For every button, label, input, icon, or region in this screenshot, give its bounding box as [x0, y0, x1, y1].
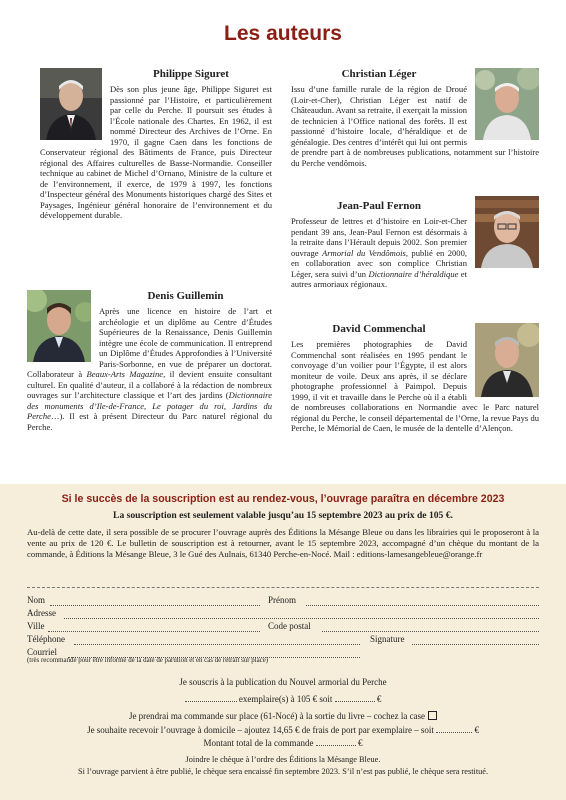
code-postal-field[interactable]	[322, 631, 539, 632]
author-denis-guillemin	[27, 290, 272, 432]
refund-line: Si l’ouvrage parvient à être publié, le chèque sera encaissé fin septembre 2023. S’il n’est pas publié, le chèque sera restitué.	[77, 767, 489, 776]
author-name: David Commenchal	[332, 323, 426, 335]
author-bio: Après une licence en histoire de l’art et archéologie et un diplôme au Centre d’Études Supérieures de la Renaissance, Denis Guillemin intègre une école de communication. Il entreprend un Diplôme d’Études Approfondies à l’Université Paris-Sorbonne, en vue de préparer un doctorat. Collaborateur à Beaux-Arts Magazine, il devient ensuite consultant culturel. En qualité d’auteur, il a collaboré à la rédaction de nombreux ouvrages sur l’architecture classique et l’art des jardins (Dictionnaire des monuments d’Ile-de-France, Le potager du roi, Jardins du Perche…). Il est à présent Directeur du Parc naturel régional du Perche.	[27, 306, 272, 432]
courriel-note: (très recommandé pour être informé de la date de parution et en cas de retrait sur place)	[27, 657, 269, 664]
total-label: Montant total de la commande	[203, 738, 314, 748]
ville-label: Ville	[27, 621, 45, 631]
portrait-photo	[27, 290, 91, 362]
nom-label: Nom	[27, 595, 45, 605]
pickup-label: Je prendrai ma commande sur place (61-Nocé) à la sortie du livre – cochez la case	[128, 711, 426, 721]
author-name: Denis Guillemin	[147, 290, 224, 302]
prenom-field[interactable]	[306, 605, 539, 606]
author-jean-paul-fernon	[291, 200, 539, 290]
copies-amount-field[interactable]	[335, 693, 375, 702]
total-line	[0, 737, 566, 748]
signature-field[interactable]	[412, 644, 539, 645]
author-bio: Professeur de lettres et d’histoire en Loir-et-Cher pendant 39 ans, Jean-Paul Fernon est désormais à la retraite dans l’Hérault depuis 2002. Son premier ouvrage Armorial du Vendômois, publié en 2000, en collaboration avec son complice Christian Léger, sera suivi d’un Dictionnaire d’héraldique et autres armoriaux régionaux.	[291, 216, 467, 289]
pickup-checkbox[interactable]	[428, 711, 437, 720]
total-amount-field[interactable]	[316, 737, 356, 746]
author-philippe-siguret	[40, 68, 272, 221]
telephone-field[interactable]	[74, 644, 360, 645]
prenom-label: Prénom	[268, 595, 296, 605]
pickup-line	[0, 711, 566, 721]
author-bio: Dès son plus jeune âge, Philippe Siguret est passionné par l’Histoire, et particulièrement par celle du Perche. Il poursuit ses études à l’École nationale des Chartes. En 1962, il est nommé Directeur des Archives de l’Orne. En 1970, il gagne Caen dans les fonctions de Conservateur régional des Bâtiments de France, puis Directeur régional des Affaires culturelles de Basse-Normandie. Conseiller technique au cabinet de Michel d’Ornano, Ministre de la culture et de l’environnement, il exerce, de 1979 à 1997, les fonctions d’Inspecteur général des Monuments historiques chargé des Sites et Paysages, Ingénieur général honoraire de l’environnement et du développement durable.	[40, 84, 272, 220]
author-bio: Issu d’une famille rurale de la région de Droué (Loir-et-Cher), Christian Léger est natif de Châteaudun. Avant sa retraite, il exerçait la mission de technicien à l’Office national des forêts. Il est passionné d’histoire locale, d’héraldique et de généalogie. Des centres d’intérêt qui lui ont permis de prendre part à de nombreuses publications, notamment sur l’histoire du Perche vendômois.	[291, 84, 539, 168]
author-bio: Les premières photographies de David Commenchal sont réalisées en 1995 pendant le convoyage d’un voilier pour l’Égypte, il est alors moniteur de voile. Deux ans après, il se déclare photographe professionnel à Paimpol. Depuis 1999, il vit et travaille dans le Perche où il a établi de nombreuses collaborations en Normandie avec le Parc naturel régional du Perche, le conseil départemental de l’Orne, la revue Pays du Perche, le Mémorial de Caen, le musée de la dentelle d’Alençon.	[291, 339, 539, 433]
signature-label: Signature	[370, 634, 405, 644]
subscription-details: Au-delà de cette date, il sera possible de se procurer l’ouvrage auprès des Éditions la Mésange Bleue ou dans les librairies qui le proposeront à la vente au prix de 120 €. Le bulletin de souscription est à retourner, avant le 15 septembre 2023, accompagné d’un chèque du montant de la commande, à Éditions la Mésange Bleue, 3 le Gué des Aulnais, 61340 Perche-en-Nocé. Mail : editions-lamesangebleue@orange.fr	[27, 527, 539, 560]
ville-field[interactable]	[48, 631, 260, 632]
code-postal-label: Code postal	[268, 621, 311, 631]
author-christian-leger	[291, 68, 539, 168]
subscription-headline: Si le succès de la souscription est au rendez-vous, l’ouvrage paraîtra en décembre 2023	[61, 493, 505, 505]
subscribe-line: Je souscris à la publication du Nouvel armorial du Perche	[179, 677, 387, 687]
cheque-line: Joindre le chèque à l’ordre des Éditions la Mésange Bleue.	[185, 755, 381, 764]
author-name: Philippe Siguret	[153, 68, 229, 80]
copies-line	[0, 693, 566, 704]
copies-label: exemplaire(s) à 105 € soit	[238, 694, 333, 704]
author-name: Christian Léger	[341, 68, 417, 80]
delivery-label: Je souhaite recevoir l’ouvrage à domicile – ajoutez 14,65 € de frais de port par exemplaire – soit	[87, 725, 434, 735]
telephone-label: Téléphone	[27, 634, 65, 644]
delivery-line	[0, 724, 566, 735]
portrait-photo	[475, 323, 539, 397]
euro-sign: €	[357, 738, 363, 748]
subscription-validity: La souscription est seulement valable jusqu’au 15 septembre 2023 au prix de 105 €.	[113, 510, 453, 521]
portrait-photo	[475, 68, 539, 140]
courriel-label: Courriel	[27, 647, 57, 657]
euro-sign: €	[376, 694, 382, 704]
portrait-photo	[475, 196, 539, 268]
author-david-commenchal	[291, 323, 539, 434]
portrait-photo	[40, 68, 102, 140]
adresse-label: Adresse	[27, 608, 56, 618]
page-title: Les auteurs	[224, 22, 342, 45]
copies-quantity-field[interactable]	[185, 693, 237, 702]
author-name: Jean-Paul Fernon	[336, 200, 422, 212]
nom-field[interactable]	[50, 605, 260, 606]
cut-line	[27, 587, 539, 588]
euro-sign: €	[474, 725, 479, 735]
delivery-amount-field[interactable]	[436, 724, 472, 733]
adresse-field[interactable]	[64, 618, 539, 619]
